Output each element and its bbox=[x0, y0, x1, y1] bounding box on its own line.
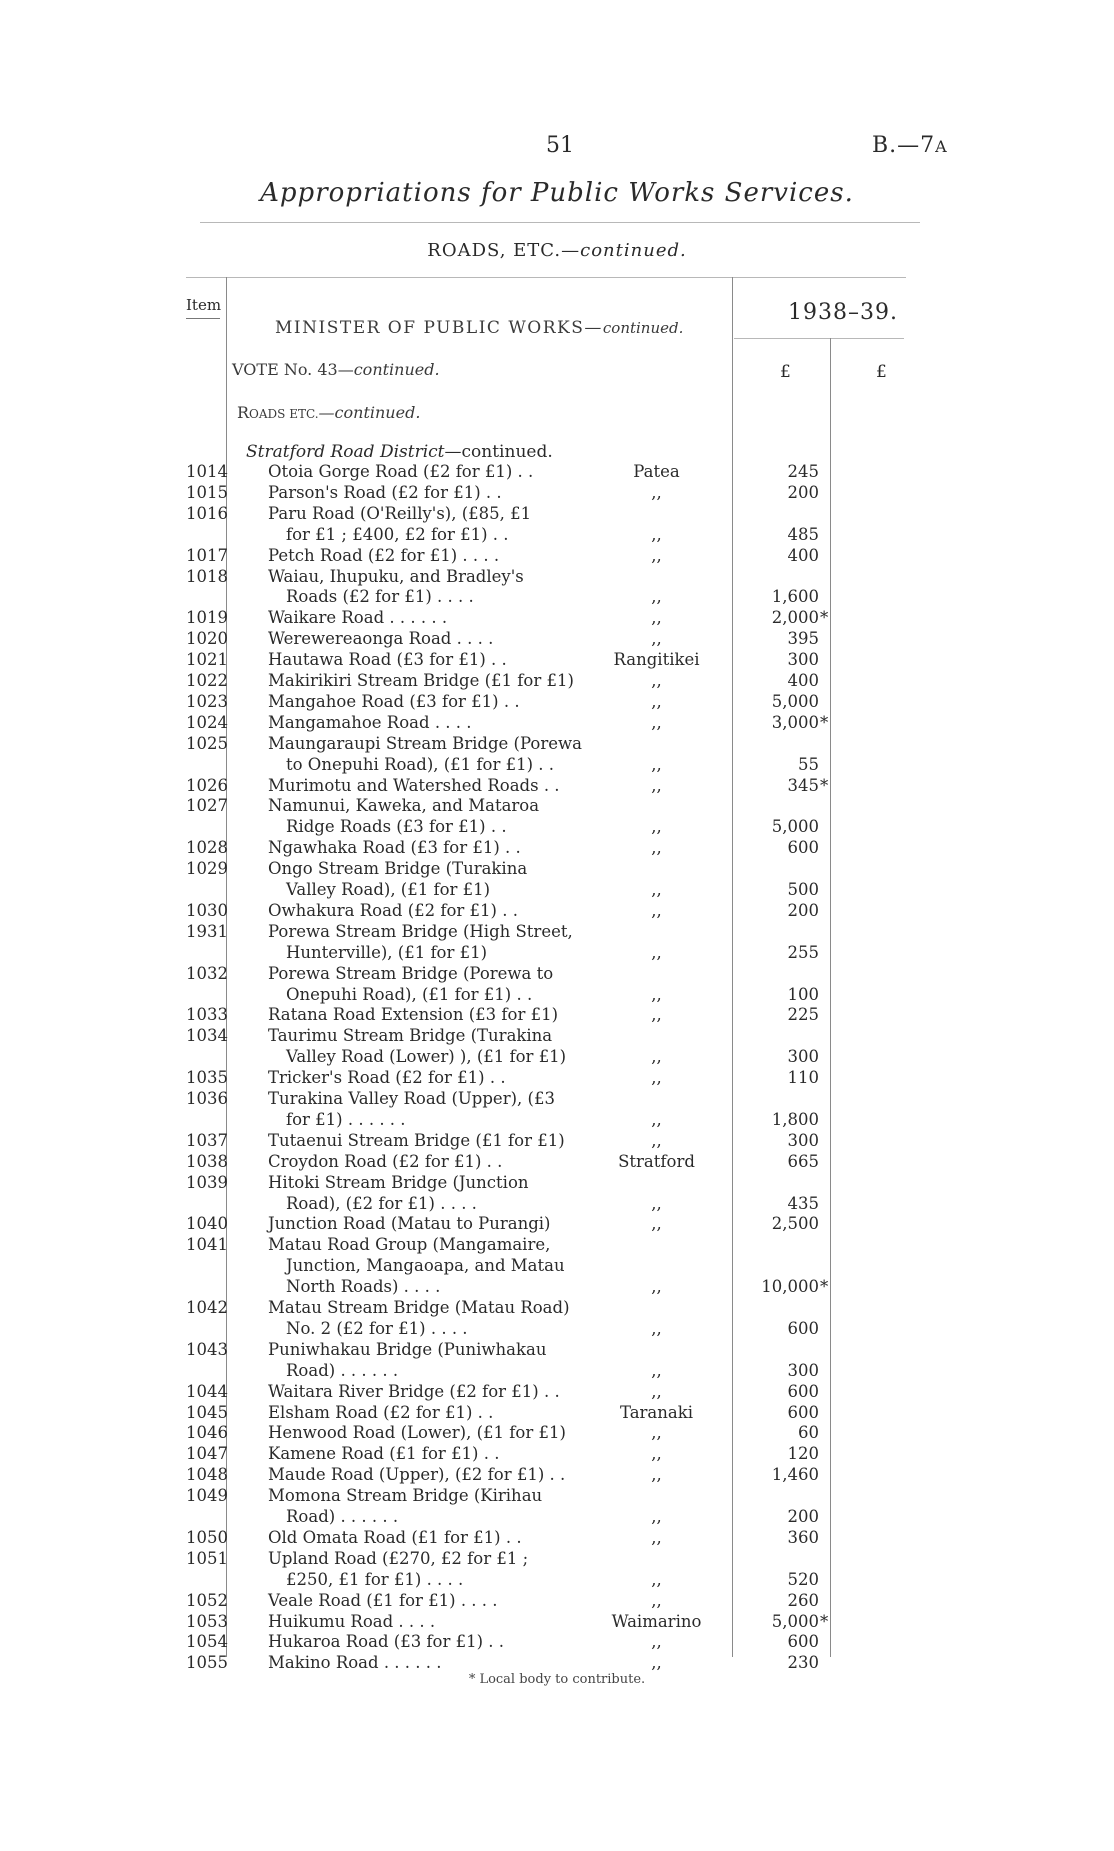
item-description: Waiau, Ihupuku, and Bradley's bbox=[268, 566, 524, 586]
amount: 260 bbox=[787, 1590, 819, 1610]
item-number: 1035 bbox=[186, 1068, 228, 1088]
item-description: Murimotu and Watershed Roads . . bbox=[268, 775, 560, 795]
item-description: Veale Road (£1 for £1) . . . . bbox=[268, 1590, 498, 1610]
item-description: Otoia Gorge Road (£2 for £1) . . bbox=[268, 462, 534, 481]
district-label: Stratford Road District bbox=[246, 442, 445, 462]
item-description: Ongo Stream Bridge (Turakina bbox=[268, 859, 528, 879]
item-number: 1043 bbox=[186, 1339, 228, 1359]
item-description: Maungaraupi Stream Bridge (Porewa bbox=[268, 733, 582, 753]
page-number: 51 bbox=[546, 133, 574, 158]
item-number: 1014 bbox=[186, 462, 228, 481]
amount: 600 bbox=[787, 1318, 819, 1338]
item-number: 1034 bbox=[186, 1026, 228, 1046]
vote-label: VOTE No. 43— bbox=[232, 360, 354, 379]
roads-initial: R bbox=[237, 403, 250, 422]
table-row bbox=[0, 1152, 1114, 1172]
table-row bbox=[0, 1026, 1114, 1046]
item-number: 1030 bbox=[186, 900, 228, 920]
table-row bbox=[0, 504, 1114, 524]
amount: 435 bbox=[787, 1193, 819, 1213]
table-row bbox=[0, 1612, 1114, 1632]
item-number: 1040 bbox=[186, 1214, 228, 1234]
electorate: ,, bbox=[651, 1047, 662, 1067]
amount: 100 bbox=[787, 984, 819, 1004]
section-continued: continued. bbox=[580, 240, 687, 261]
item-description: for £1) . . . . . . bbox=[286, 1109, 406, 1129]
item-number: 1019 bbox=[186, 608, 228, 628]
item-number: 1021 bbox=[186, 650, 228, 670]
item-description: Taurimu Stream Bridge (Turakina bbox=[268, 1026, 553, 1046]
item-description: Matau Road Group (Mangamaire, bbox=[268, 1235, 551, 1255]
table-row bbox=[0, 1277, 1114, 1297]
item-number: 1039 bbox=[186, 1172, 228, 1192]
item-description: Roads (£2 for £1) . . . . bbox=[286, 587, 474, 607]
item-description: Maude Road (Upper), (£2 for £1) . . bbox=[268, 1465, 566, 1485]
amount: 225 bbox=[787, 1005, 819, 1025]
amount: 1,800 bbox=[771, 1109, 819, 1129]
vote-continued: continued. bbox=[353, 360, 440, 379]
table-row bbox=[0, 567, 1114, 587]
table-row bbox=[0, 943, 1114, 963]
item-description: No. 2 (£2 for £1) . . . . bbox=[286, 1318, 468, 1338]
electorate: ,, bbox=[651, 712, 662, 732]
table-row bbox=[0, 650, 1114, 670]
item-description: Kamene Road (£1 for £1) . . bbox=[268, 1444, 500, 1464]
item-description: Turakina Valley Road (Upper), (£3 bbox=[268, 1089, 555, 1108]
year-heading: 1938–39. bbox=[788, 300, 898, 325]
item-description: Makirikiri Stream Bridge (£1 for £1) bbox=[268, 671, 574, 690]
item-description: Werewereaonga Road . . . . bbox=[268, 629, 494, 649]
item-description: Tricker's Road (£2 for £1) . . bbox=[268, 1068, 506, 1088]
table-row bbox=[0, 1068, 1114, 1088]
amount: 600 bbox=[787, 1381, 819, 1401]
amount: 300 bbox=[787, 1130, 819, 1150]
pound-column-heading-1: £ bbox=[780, 362, 791, 382]
item-number: 1016 bbox=[186, 503, 228, 523]
electorate: ,, bbox=[651, 1465, 662, 1485]
electorate: ,, bbox=[651, 1507, 662, 1526]
table-row bbox=[0, 1486, 1114, 1506]
item-description: Momona Stream Bridge (Kirihau bbox=[268, 1486, 543, 1506]
page-title: Appropriations for Public Works Services. bbox=[260, 178, 854, 208]
electorate: ,, bbox=[651, 1381, 662, 1401]
item-number: 1051 bbox=[186, 1548, 228, 1568]
amount: 1,460 bbox=[771, 1465, 819, 1485]
item-number: 1045 bbox=[186, 1402, 228, 1422]
amount: 500 bbox=[787, 880, 819, 899]
item-description: Makino Road . . . . . . bbox=[268, 1653, 442, 1673]
amount: 200 bbox=[787, 1507, 819, 1526]
electorate: ,, bbox=[651, 524, 662, 544]
electorate: ,, bbox=[651, 1109, 662, 1129]
amount: 60 bbox=[798, 1423, 819, 1443]
electorate: ,, bbox=[651, 817, 662, 837]
district-heading bbox=[246, 442, 553, 462]
item-description: £250, £1 for £1) . . . . bbox=[286, 1569, 464, 1589]
item-number: 1046 bbox=[186, 1423, 228, 1443]
item-number: 1037 bbox=[186, 1130, 228, 1150]
amount: 230 bbox=[787, 1653, 819, 1673]
table-row bbox=[0, 880, 1114, 900]
electorate: ,, bbox=[651, 754, 662, 774]
item-number: 1023 bbox=[186, 691, 228, 711]
electorate: ,, bbox=[651, 900, 662, 920]
table-row bbox=[0, 1361, 1114, 1381]
electorate: ,, bbox=[651, 1318, 662, 1338]
item-description: Waitara River Bridge (£2 for £1) . . bbox=[268, 1381, 560, 1401]
item-description: Ngawhaka Road (£3 for £1) . . bbox=[268, 838, 521, 858]
item-number: 1029 bbox=[186, 859, 228, 879]
item-description: Namunui, Kaweka, and Mataroa bbox=[268, 796, 540, 816]
item-description: Road), (£2 for £1) . . . . bbox=[286, 1193, 477, 1213]
electorate: ,, bbox=[651, 775, 662, 795]
table-row bbox=[0, 587, 1114, 607]
amount: 300 bbox=[787, 1360, 819, 1380]
table-row bbox=[0, 1653, 1114, 1673]
item-number: 1055 bbox=[186, 1653, 228, 1673]
item-number: 1027 bbox=[186, 796, 228, 816]
item-number: 1026 bbox=[186, 775, 228, 795]
amount: 10,000 bbox=[761, 1277, 819, 1297]
table-row bbox=[0, 1632, 1114, 1652]
amount: 300 bbox=[787, 1047, 819, 1067]
table-row bbox=[0, 1298, 1114, 1318]
amount: 55 bbox=[798, 754, 819, 774]
item-description: Owhakura Road (£2 for £1) . . bbox=[268, 900, 518, 920]
table-row bbox=[0, 608, 1114, 628]
amount: 485 bbox=[787, 524, 819, 544]
electorate: ,, bbox=[651, 1653, 662, 1673]
item-description: Hukaroa Road (£3 for £1) . . bbox=[268, 1632, 505, 1652]
item-description: Ridge Roads (£3 for £1) . . bbox=[286, 817, 507, 837]
amount: 5,000 bbox=[771, 1611, 819, 1631]
item-description: Upland Road (£270, £2 for £1 ; bbox=[268, 1548, 529, 1568]
ministry-continued: continued. bbox=[602, 319, 684, 337]
item-number: 1025 bbox=[186, 733, 228, 753]
item-description: Puniwhakau Bridge (Puniwhakau bbox=[268, 1339, 547, 1359]
table-row bbox=[0, 1110, 1114, 1130]
local-body-marker: * bbox=[820, 775, 829, 795]
item-description: Mangahoe Road (£3 for £1) . . bbox=[268, 691, 520, 711]
item-number: 1052 bbox=[186, 1590, 228, 1610]
table-row bbox=[0, 1382, 1114, 1402]
item-number: 1022 bbox=[186, 671, 228, 690]
district-continued: —continued. bbox=[444, 442, 553, 462]
item-number: 1042 bbox=[186, 1298, 228, 1317]
table-row bbox=[0, 1256, 1114, 1276]
table-row bbox=[0, 838, 1114, 858]
electorate: ,, bbox=[651, 1068, 662, 1088]
local-body-marker: * bbox=[820, 1611, 829, 1631]
item-number: 1048 bbox=[186, 1465, 228, 1485]
table-row bbox=[0, 671, 1114, 691]
table-row bbox=[0, 1570, 1114, 1590]
electorate: ,, bbox=[651, 608, 662, 628]
item-description: Paru Road (O'Reilly's), (£85, £1 bbox=[268, 503, 532, 523]
amount: 600 bbox=[787, 1402, 819, 1422]
item-number: 1047 bbox=[186, 1444, 228, 1464]
electorate: ,, bbox=[651, 1527, 662, 1547]
table-row bbox=[0, 1549, 1114, 1569]
table-row bbox=[0, 922, 1114, 942]
item-number: 1033 bbox=[186, 1005, 228, 1025]
table-row bbox=[0, 713, 1114, 733]
table-row bbox=[0, 1214, 1114, 1234]
electorate: ,, bbox=[651, 1360, 662, 1380]
footnote: * Local body to contribute. bbox=[468, 1672, 646, 1687]
amount: 600 bbox=[787, 1632, 819, 1652]
electorate: ,, bbox=[651, 838, 662, 858]
electorate: ,, bbox=[651, 1590, 662, 1610]
electorate: ,, bbox=[651, 880, 662, 899]
amount: 5,000 bbox=[771, 691, 819, 711]
item-description: Porewa Stream Bridge (High Street, bbox=[268, 921, 573, 941]
item-head-rule bbox=[186, 318, 220, 319]
table-row bbox=[0, 964, 1114, 984]
item-number: 1017 bbox=[186, 545, 228, 565]
amount: 400 bbox=[787, 671, 819, 690]
item-description: Valley Road (Lower) ), (£1 for £1) bbox=[286, 1047, 567, 1067]
electorate: ,, bbox=[651, 1632, 662, 1652]
table-row bbox=[0, 901, 1114, 921]
table-row bbox=[0, 1340, 1114, 1360]
electorate: ,, bbox=[651, 984, 662, 1004]
electorate: ,, bbox=[651, 545, 662, 565]
ministry-label: MINISTER OF PUBLIC WORKS— bbox=[275, 318, 603, 338]
local-body-marker: * bbox=[820, 608, 829, 628]
item-number: 1053 bbox=[186, 1611, 228, 1631]
amount: 2,500 bbox=[771, 1214, 819, 1234]
roads-continued: —continued. bbox=[318, 403, 421, 422]
section-heading bbox=[0, 240, 1114, 261]
item-description: to Onepuhi Road), (£1 for £1) . . bbox=[286, 754, 555, 774]
table-row bbox=[0, 1005, 1114, 1025]
item-description: Henwood Road (Lower), (£1 for £1) bbox=[268, 1423, 566, 1443]
electorate: ,, bbox=[651, 671, 662, 690]
item-number: 1050 bbox=[186, 1527, 228, 1547]
table-row bbox=[0, 1423, 1114, 1443]
amount: 2,000 bbox=[771, 608, 819, 628]
item-description: Road) . . . . . . bbox=[286, 1507, 399, 1526]
item-number: 1015 bbox=[186, 482, 228, 502]
table-row bbox=[0, 1528, 1114, 1548]
table-row bbox=[0, 1194, 1114, 1214]
electorate: Patea bbox=[633, 462, 680, 481]
document-reference bbox=[872, 133, 948, 158]
electorate: Stratford bbox=[618, 1151, 695, 1171]
item-description: Junction, Mangaoapa, and Matau bbox=[286, 1256, 565, 1276]
item-description: Valley Road), (£1 for £1) bbox=[286, 880, 491, 899]
table-row bbox=[0, 1591, 1114, 1611]
electorate: ,, bbox=[651, 1193, 662, 1213]
electorate: ,, bbox=[651, 629, 662, 649]
electorate: ,, bbox=[651, 1444, 662, 1464]
electorate: ,, bbox=[651, 1130, 662, 1150]
item-description: Hautawa Road (£3 for £1) . . bbox=[268, 650, 507, 670]
doc-ref-main: B.—7 bbox=[872, 133, 936, 158]
amount: 665 bbox=[787, 1151, 819, 1171]
amount: 110 bbox=[787, 1068, 819, 1088]
amount: 5,000 bbox=[771, 817, 819, 837]
table-row bbox=[0, 1465, 1114, 1485]
amount: 245 bbox=[787, 462, 819, 481]
electorate: ,, bbox=[651, 1569, 662, 1589]
item-number: 1028 bbox=[186, 838, 228, 858]
table-row bbox=[0, 462, 1114, 482]
item-number: 1931 bbox=[186, 921, 228, 941]
table-row bbox=[0, 525, 1114, 545]
table-row bbox=[0, 1173, 1114, 1193]
amount: 360 bbox=[787, 1527, 819, 1547]
local-body-marker: * bbox=[820, 1277, 829, 1297]
item-number: 1036 bbox=[186, 1089, 228, 1108]
item-number: 1032 bbox=[186, 963, 228, 983]
vote-heading bbox=[232, 360, 440, 379]
item-description: Ratana Road Extension (£3 for £1) bbox=[268, 1005, 559, 1025]
item-number: 1018 bbox=[186, 566, 228, 586]
table-row bbox=[0, 1319, 1114, 1339]
electorate: Waimarino bbox=[611, 1611, 702, 1631]
item-description: Tutaenui Stream Bridge (£1 for £1) bbox=[268, 1130, 565, 1150]
item-description: Matau Stream Bridge (Matau Road) bbox=[268, 1298, 570, 1317]
electorate: ,, bbox=[651, 482, 662, 502]
table-row bbox=[0, 1131, 1114, 1151]
item-description: Parson's Road (£2 for £1) . . bbox=[268, 482, 502, 502]
ministry-heading bbox=[275, 318, 683, 338]
table-row bbox=[0, 1403, 1114, 1423]
item-description: Elsham Road (£2 for £1) . . bbox=[268, 1402, 494, 1422]
amount: 200 bbox=[787, 482, 819, 502]
table-row bbox=[0, 985, 1114, 1005]
item-number: 1044 bbox=[186, 1381, 228, 1401]
year-head-rule bbox=[734, 338, 904, 339]
item-description: Road) . . . . . . bbox=[286, 1360, 399, 1380]
table-row bbox=[0, 1507, 1114, 1527]
item-description: Old Omata Road (£1 for £1) . . bbox=[268, 1527, 522, 1547]
amount: 520 bbox=[787, 1569, 819, 1589]
item-number: 1024 bbox=[186, 712, 228, 732]
amount: 255 bbox=[787, 942, 819, 962]
electorate: Taranaki bbox=[619, 1402, 694, 1422]
amount: 120 bbox=[787, 1444, 819, 1464]
table-row bbox=[0, 859, 1114, 879]
amount: 400 bbox=[787, 545, 819, 565]
table-row bbox=[0, 776, 1114, 796]
item-number: 1054 bbox=[186, 1632, 228, 1652]
table-row bbox=[0, 1047, 1114, 1067]
item-description: Petch Road (£2 for £1) . . . . bbox=[268, 545, 500, 565]
item-description: for £1 ; £400, £2 for £1) . . bbox=[286, 524, 509, 544]
electorate: ,, bbox=[651, 1423, 662, 1443]
table-row bbox=[0, 629, 1114, 649]
doc-ref-suffix: A bbox=[935, 137, 948, 156]
electorate: Rangitikei bbox=[613, 650, 700, 670]
table-row bbox=[0, 1235, 1114, 1255]
item-column-heading: Item bbox=[186, 296, 222, 314]
item-number: 1020 bbox=[186, 629, 228, 649]
amount: 345 bbox=[787, 775, 819, 795]
table-row bbox=[0, 755, 1114, 775]
item-description: Hitoki Stream Bridge (Junction bbox=[268, 1172, 529, 1192]
table-row bbox=[0, 1444, 1114, 1464]
item-description: Croydon Road (£2 for £1) . . bbox=[268, 1151, 503, 1171]
electorate: ,, bbox=[651, 587, 662, 607]
amount: 300 bbox=[787, 650, 819, 670]
table-row bbox=[0, 1089, 1114, 1109]
electorate: ,, bbox=[651, 942, 662, 962]
table-row bbox=[0, 796, 1114, 816]
item-number: 1041 bbox=[186, 1235, 228, 1255]
section-label: ROADS, ETC.— bbox=[427, 240, 581, 261]
table-row bbox=[0, 817, 1114, 837]
item-description: Hunterville), (£1 for £1) bbox=[286, 942, 488, 962]
item-number: 1038 bbox=[186, 1151, 228, 1171]
amount: 200 bbox=[787, 900, 819, 920]
table-row bbox=[0, 734, 1114, 754]
item-description: Waikare Road . . . . . . bbox=[268, 608, 448, 628]
roads-label: OADS ETC. bbox=[249, 407, 319, 421]
amount: 1,600 bbox=[771, 587, 819, 607]
electorate: ,, bbox=[651, 691, 662, 711]
item-description: Onepuhi Road), (£1 for £1) . . bbox=[286, 984, 533, 1004]
table-row bbox=[0, 546, 1114, 566]
electorate: ,, bbox=[651, 1005, 662, 1025]
electorate: ,, bbox=[651, 1277, 662, 1297]
local-body-marker: * bbox=[820, 712, 829, 732]
electorate: ,, bbox=[651, 1214, 662, 1234]
table-top-rule bbox=[186, 277, 906, 278]
item-number: 1049 bbox=[186, 1486, 228, 1506]
roads-subheading bbox=[237, 403, 420, 422]
table-row bbox=[0, 483, 1114, 503]
item-description: Huikumu Road . . . . bbox=[268, 1611, 436, 1631]
item-description: Porewa Stream Bridge (Porewa to bbox=[268, 963, 554, 983]
pound-column-heading-2: £ bbox=[876, 362, 887, 382]
title-rule bbox=[200, 222, 920, 223]
item-description: North Roads) . . . . bbox=[286, 1277, 441, 1297]
item-description: Junction Road (Matau to Purangi) bbox=[268, 1214, 551, 1234]
item-description: Mangamahoe Road . . . . bbox=[268, 712, 472, 732]
amount: 600 bbox=[787, 838, 819, 858]
table-row bbox=[0, 692, 1114, 712]
amount: 3,000 bbox=[771, 712, 819, 732]
amount: 395 bbox=[787, 629, 819, 649]
